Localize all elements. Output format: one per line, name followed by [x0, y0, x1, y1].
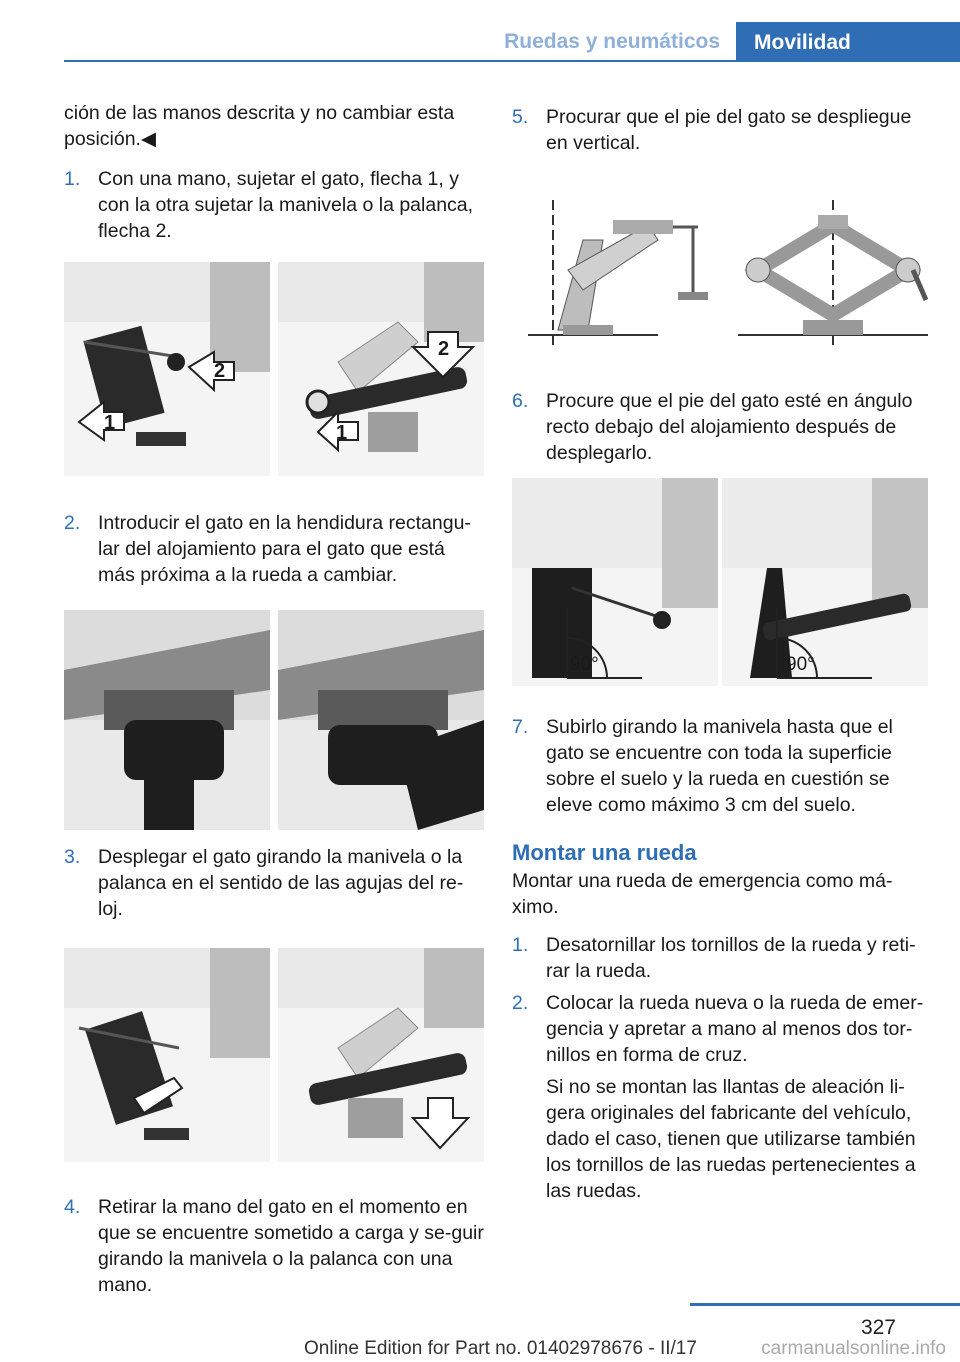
- step-text: Retirar la mano del gato en el momento en que se encuentre sometido a carga y se‐guir girando la manivela o la palanca con una mano.: [98, 1196, 484, 1296]
- step-text: Desatornillar los tornillos de la rueda y reti‐rar la rueda.: [546, 934, 916, 982]
- figure-image: [722, 478, 928, 686]
- step-number: 1.: [64, 168, 81, 190]
- step-text: Introducir el gato en la hendidura rectangu‐lar del alojamiento para el gato que está más próxima a la rueda a cambiar.: [98, 512, 471, 586]
- header-section-title: Ruedas y neumáticos: [504, 30, 720, 53]
- arrow-label: 1: [104, 412, 116, 434]
- section-intro: Montar una rueda de emergencia como má‐ximo.: [512, 870, 893, 918]
- section-heading: Montar una rueda: [512, 840, 697, 865]
- figure-image: [278, 948, 484, 1162]
- watermark: carmanualsonline.info: [761, 1338, 946, 1359]
- left-column: [64, 100, 484, 1298]
- angle-label: 90°: [570, 654, 599, 675]
- arrow-label: 1: [336, 422, 348, 444]
- arrow-label: 2: [214, 360, 226, 382]
- right-column: [512, 100, 928, 1204]
- step-number: 6.: [512, 390, 529, 412]
- step-number: 2.: [64, 512, 81, 534]
- step-number: 3.: [64, 846, 81, 868]
- header-rule: [64, 60, 960, 62]
- step-number: 2.: [512, 992, 529, 1014]
- step-7: [512, 714, 928, 818]
- step-text: Colocar la rueda nueva o la rueda de emer‐gencia y apretar a mano al menos dos tor‐nillos en forma de cruz.: [546, 992, 924, 1066]
- page-number: 327: [860, 1316, 896, 1339]
- footer-rule: [690, 1303, 960, 1306]
- mount-note: Si no se montan las llantas de aleación li‐gera originales del fabricante del vehículo, dado el caso, tienen que utilizarse también los tornillos de las ruedas pertenecientes a las ruedas.: [546, 1076, 916, 1202]
- step-2: [64, 510, 484, 588]
- step-3: [64, 844, 484, 922]
- jack-front-diagram: [738, 200, 928, 348]
- figure-hold-jack: [64, 262, 484, 476]
- angle-label: 90°: [786, 654, 815, 675]
- step-5: [512, 104, 928, 156]
- step-number: 4.: [64, 1196, 81, 1218]
- step-number: 7.: [512, 716, 529, 738]
- step-text: Subirlo girando la manivela hasta que el gato se encuentre con toda la superficie sobre el suelo y la rueda en cuestión se eleve como máximo 3 cm del suelo.: [546, 716, 893, 816]
- edition-text: Online Edition for Part no. 01402978676 - II/17: [304, 1338, 697, 1359]
- step-number: 5.: [512, 106, 529, 128]
- mount-step-2: [512, 990, 928, 1068]
- figure-image: [278, 262, 484, 476]
- figure-image: [64, 948, 270, 1162]
- step-6: [512, 388, 928, 466]
- arrow-label: 2: [438, 338, 450, 360]
- header-chapter-tab: Movilidad: [736, 22, 960, 62]
- jack-side-diagram: [528, 200, 718, 348]
- step-1: [64, 166, 484, 244]
- step-4: [64, 1194, 484, 1298]
- figure-image: [64, 262, 270, 476]
- mount-step-1: [512, 932, 928, 984]
- figure-image: [278, 610, 484, 830]
- figure-image: [512, 478, 718, 686]
- intro-text: ción de las manos descrita y no cambiar esta posición.◀: [64, 102, 455, 150]
- figure-right-angle: [512, 478, 928, 686]
- step-number: 1.: [512, 934, 529, 956]
- figure-insert-jack: [64, 610, 484, 830]
- step-text: Procure que el pie del gato esté en ángulo recto debajo del alojamiento después de desplegarlo.: [546, 390, 913, 464]
- step-text: Con una mano, sujetar el gato, flecha 1, y con la otra sujetar la manivela o la palanca, flecha 2.: [98, 168, 474, 242]
- step-text: Procurar que el pie del gato se despliegue en vertical.: [546, 106, 912, 154]
- page-header: [0, 0, 960, 62]
- figure-vertical-jack: [512, 200, 928, 348]
- step-text: Desplegar el gato girando la manivela o la palanca en el sentido de las agujas del re‐loj.: [98, 846, 464, 920]
- figure-image: [64, 610, 270, 830]
- figure-crank-jack: [64, 948, 484, 1162]
